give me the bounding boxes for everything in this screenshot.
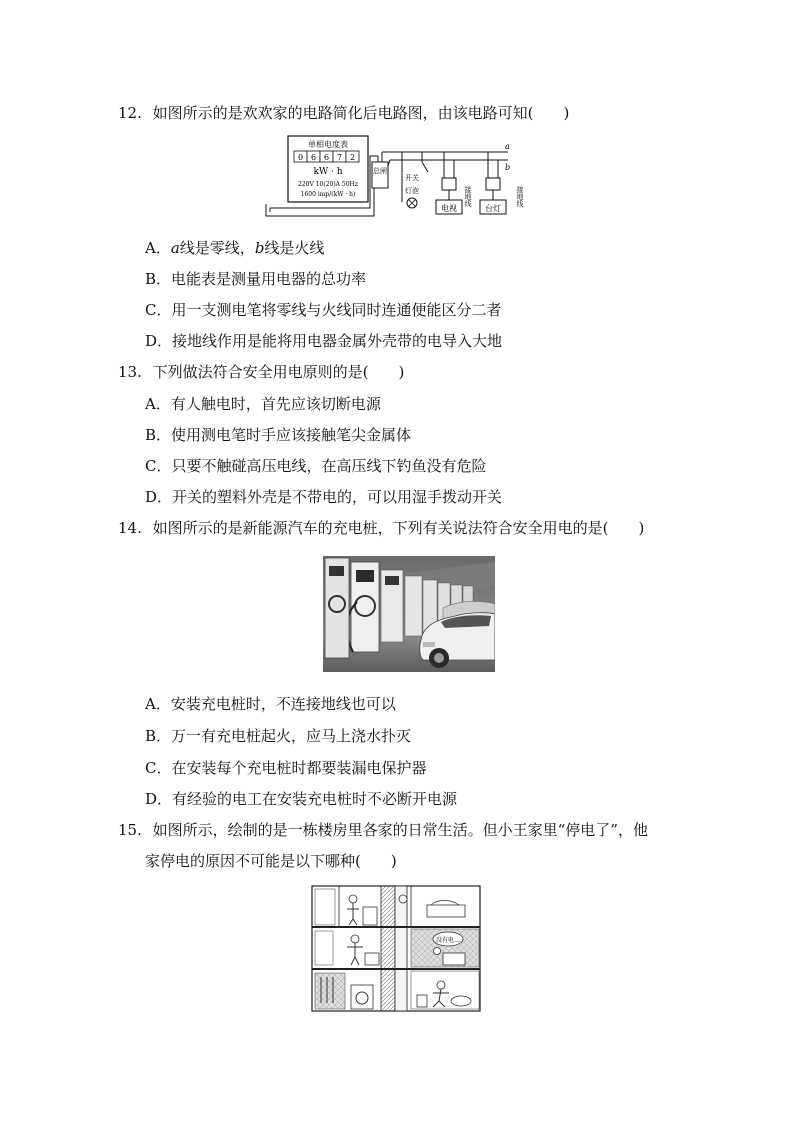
q13-option-b[interactable]: B．使用测电笔时手应该接触笔尖金属体 xyxy=(145,426,412,444)
meter-digit-5: 2 xyxy=(349,153,356,162)
q12-stem xyxy=(118,103,569,123)
ground-label-2: 接地线 xyxy=(516,186,524,207)
q14-option-a[interactable]: A．安装充电桩时，不连接地线也可以 xyxy=(145,695,396,713)
bulb-label: 灯泡 xyxy=(405,187,419,195)
meter-digit-2: 6 xyxy=(310,153,317,162)
q14-option-c[interactable]: C．在安装每个充电桩时都要装漏电保护器 xyxy=(145,759,427,777)
meter-title: 单相电度表 xyxy=(308,140,348,149)
q15-number: 15. xyxy=(118,821,142,839)
q15-stem-line2 xyxy=(145,851,397,871)
q12-option-c[interactable]: C．用一支测电笔将零线与火线同时连通便能区分二者 xyxy=(145,301,502,319)
q12-circuit-diagram xyxy=(262,132,534,222)
meter-spec: 220V 10(20)A 50Hz xyxy=(298,181,358,188)
q15-text-1: 如图所示，绘制的是一栋楼房里各家的日常生活。但小王家里“停电了”，他 xyxy=(152,821,648,839)
wire-b-label: b xyxy=(505,163,511,172)
q14-charging-station-photo xyxy=(323,556,495,672)
q14-stem xyxy=(118,518,644,538)
q12-option-b[interactable]: B．电能表是测量用电器的总功率 xyxy=(145,270,367,288)
switch-label: 开关 xyxy=(405,174,419,182)
main-switch-label: 总闸 xyxy=(373,167,387,175)
q12-number: 12. xyxy=(118,104,142,122)
tv-label: 电视 xyxy=(441,204,457,213)
q15-building-illustration xyxy=(311,885,481,1012)
lamp-label: 台灯 xyxy=(485,204,501,213)
q15-speech-bubble: 没有电… xyxy=(435,937,461,944)
q13-option-a[interactable]: A．有人触电时，首先应该切断电源 xyxy=(145,395,381,413)
q13-option-c[interactable]: C．只要不触碰高压电线，在高压线下钓鱼没有危险 xyxy=(145,457,487,475)
q13-text: 下列做法符合安全用电原则的是( ) xyxy=(152,363,405,381)
q12-option-a[interactable]: A．a线是零线，b线是火线 xyxy=(145,239,325,257)
wire-a-label: a xyxy=(505,142,510,151)
meter-digit-3: 6 xyxy=(323,153,330,162)
q12-option-d[interactable]: D．接地线作用是能将用电器金属外壳带的电导入大地 xyxy=(145,332,503,350)
q15-stem-line1 xyxy=(118,820,648,840)
q13-number: 13. xyxy=(118,363,142,381)
q13-stem xyxy=(118,362,404,382)
q14-option-b[interactable]: B．万一有充电桩起火，应马上浇水扑灭 xyxy=(145,727,412,745)
q15-text-2: 家停电的原因不可能是以下哪种( ) xyxy=(145,852,397,870)
q12-text: 如图所示的是欢欢家的电路简化后电路图，由该电路可知( ) xyxy=(152,104,570,122)
q14-text: 如图所示的是新能源汽车的充电桩，下列有关说法符合安全用电的是( ) xyxy=(152,519,645,537)
q14-number: 14. xyxy=(118,519,142,537)
q14-option-d[interactable]: D．有经验的电工在安装充电桩时不必断开电源 xyxy=(145,790,458,808)
ground-label-1: 接地线 xyxy=(464,186,472,207)
q13-option-d[interactable]: D．开关的塑料外壳是不带电的，可以用湿手拨动开关 xyxy=(145,488,503,506)
meter-digit-4: 7 xyxy=(336,153,343,162)
meter-unit: kW · h xyxy=(313,167,343,177)
meter-rate: 1600 imp/(kW · h) xyxy=(300,191,356,198)
meter-digit-1: 0 xyxy=(297,153,304,162)
